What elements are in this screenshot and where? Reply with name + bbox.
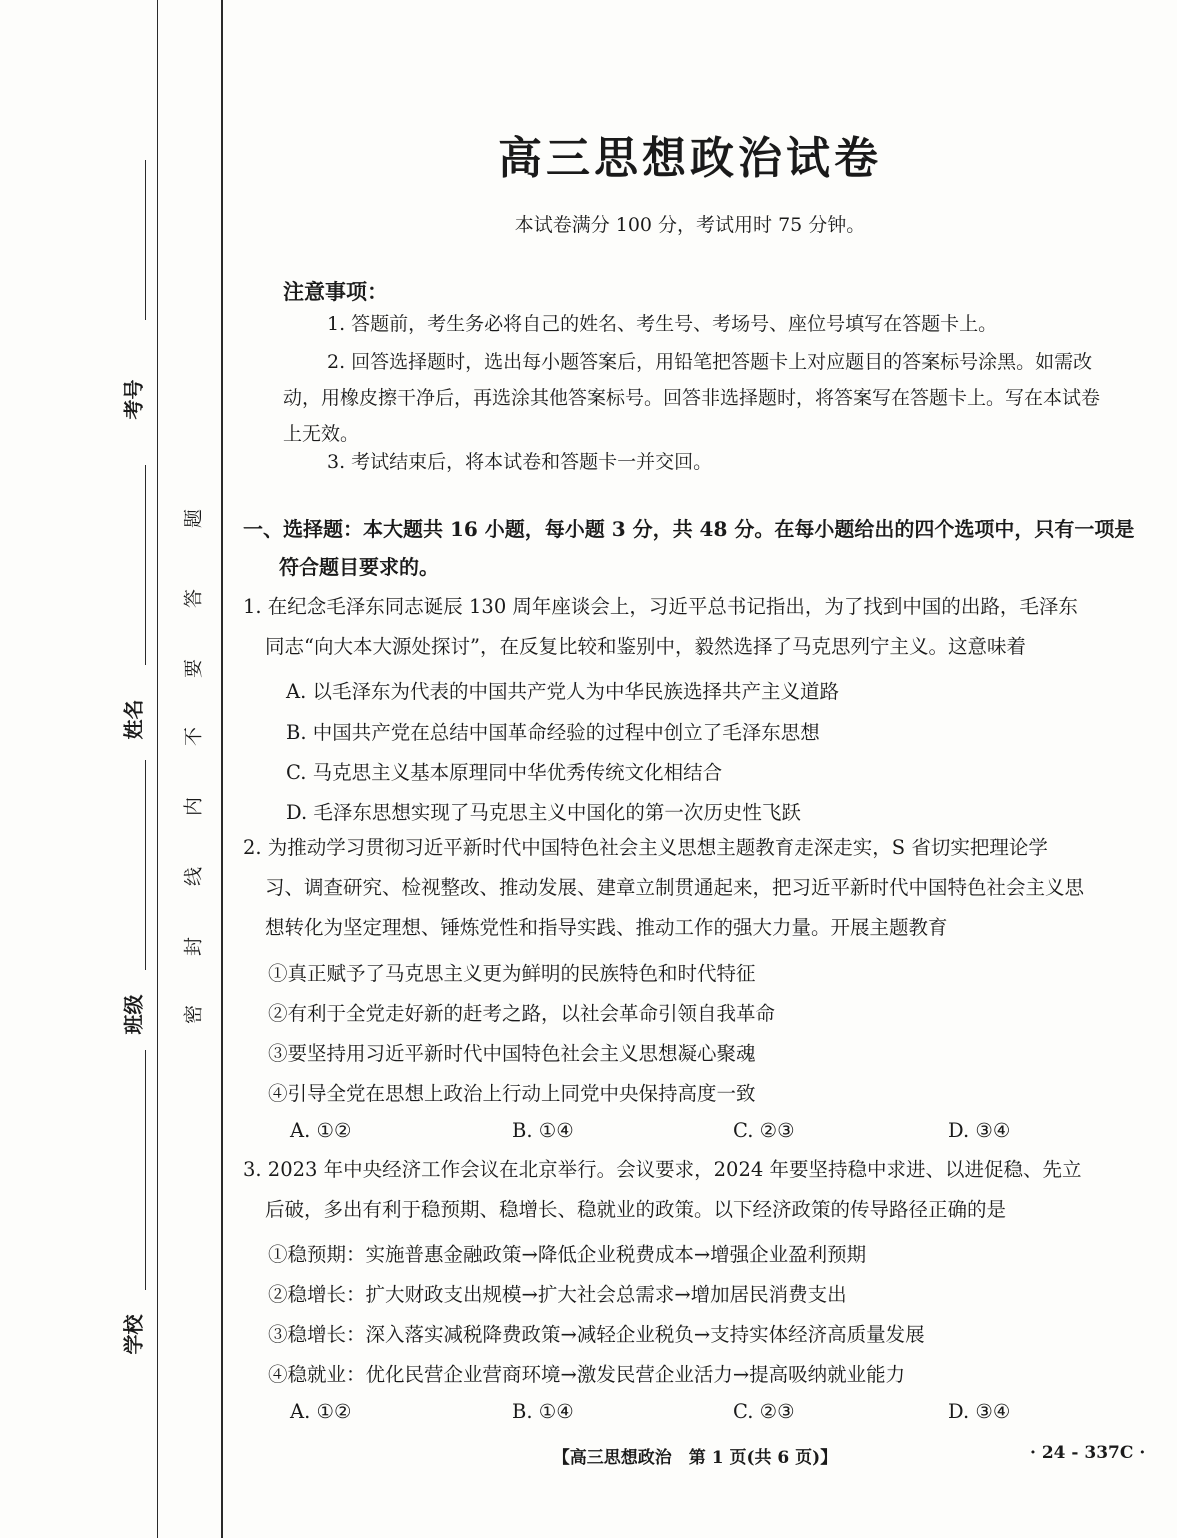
question-2-item: ①真正赋予了马克思主义更为鲜明的民族特色和时代特征 <box>268 962 756 985</box>
question-2-stem <box>243 828 1138 948</box>
question-1-option-d: D. 毛泽东思想实现了马克思主义中国化的第一次历史性飞跃 <box>286 801 801 824</box>
seal-char: 密 <box>182 1005 205 1025</box>
notice-item: 3. 考试结束后，将本试卷和答题卡一并交回。 <box>327 451 713 473</box>
stem-line: 同志“向大本大源处探讨”，在反复比较和鉴别中，毅然选择了马克思列宁主义。这意味着 <box>265 635 1026 658</box>
question-3-answer-b: B. ①④ <box>512 1400 574 1423</box>
name-underline <box>145 465 146 665</box>
question-2-answer-c: C. ②③ <box>733 1119 795 1142</box>
question-2-item: ③要坚持用习近平新时代中国特色社会主义思想凝心聚魂 <box>268 1042 756 1065</box>
school-label: 学校 <box>121 1314 146 1355</box>
section-heading-line: 符合题目要求的。 <box>279 555 439 579</box>
seal-char: 内 <box>182 797 205 817</box>
school-underline <box>145 1050 146 1290</box>
question-2-answer-d: D. ③④ <box>948 1119 1011 1142</box>
question-3-item: ④稳就业：优化民营企业营商环境→激发民营企业活力→提高吸纳就业能力 <box>268 1363 906 1386</box>
margin-line-outer <box>157 0 158 1538</box>
paper-code: · 24 - 337C · <box>1030 1443 1146 1463</box>
section-heading <box>243 510 1143 586</box>
question-3-item: ①稳预期：实施普惠金融政策→降低企业税费成本→增强企业盈利预期 <box>268 1243 867 1266</box>
seal-char: 答 <box>182 589 205 609</box>
question-1-stem <box>243 587 1138 667</box>
notice-item: 1. 答题前，考生务必将自己的姓名、考生号、考场号、座位号填写在答题卡上。 <box>327 313 998 335</box>
seal-char: 题 <box>182 509 205 529</box>
question-3-stem <box>243 1150 1138 1230</box>
stem-line: 2. 为推动学习贯彻习近平新时代中国特色社会主义思想主题教育走深走实，S 省切实把理论学 <box>243 836 1048 859</box>
question-3-item: ③稳增长：深入落实减税降费政策→减轻企业税负→支持实体经济高质量发展 <box>268 1323 925 1346</box>
question-2-answer-a: A. ①② <box>290 1119 352 1142</box>
notice-item: 2. 回答选择题时，选出每小题答案后，用铅笔把答题卡上对应题目的答案标号涂黑。如需改动，用橡皮擦干净后，再选涂其他答案标号。回答非选择题时，将答案写在答题卡上。写在本试卷上无效。 <box>283 351 1101 445</box>
question-1-option-b: B. 中国共产党在总结中国革命经验的过程中创立了毛泽东思想 <box>286 721 820 744</box>
question-2-item: ④引导全党在思想上政治上行动上同党中央保持高度一致 <box>268 1082 756 1105</box>
exam-number-underline <box>145 160 146 320</box>
question-3-item: ②稳增长：扩大财政支出规模→扩大社会总需求→增加居民消费支出 <box>268 1283 847 1306</box>
name-label: 姓名 <box>121 699 146 740</box>
margin-line-inner <box>221 0 223 1538</box>
question-3-answer-d: D. ③④ <box>948 1400 1011 1423</box>
stem-line: 后破，多出有利于稳预期、稳增长、稳就业的政策。以下经济政策的传导路径正确的是 <box>265 1198 1007 1221</box>
seal-char: 不 <box>182 727 205 747</box>
stem-line: 想转化为坚定理想、锤炼党性和指导实践、推动工作的强大力量。开展主题教育 <box>265 916 948 939</box>
question-2-answer-b: B. ①④ <box>512 1119 574 1142</box>
seal-char: 封 <box>182 937 205 957</box>
class-label: 班级 <box>121 994 146 1035</box>
stem-line: 习、调查研究、检视整改、推动发展、建章立制贯通起来，把习近平新时代中国特色社会主义思 <box>265 876 1085 899</box>
question-3-answer-c: C. ②③ <box>733 1400 795 1423</box>
class-underline <box>145 760 146 970</box>
page-footer: 【高三思想政治 第 1 页(共 6 页)】 <box>552 1448 838 1468</box>
question-1-option-c: C. 马克思主义基本原理同中华优秀传统文化相结合 <box>286 761 723 784</box>
exam-info: 本试卷满分 100 分，考试用时 75 分钟。 <box>514 214 866 236</box>
section-heading-line: 一、选择题：本大题共 16 小题，每小题 3 分，共 48 分。在每小题给出的四个选项中，只有一项是 <box>243 517 1135 541</box>
stem-line: 1. 在纪念毛泽东同志诞辰 130 周年座谈会上，习近平总书记指出，为了找到中国的出路，毛泽东 <box>243 595 1078 618</box>
question-3-answer-a: A. ①② <box>290 1400 352 1423</box>
page-title: 高三思想政治试卷 <box>498 133 882 184</box>
stem-line: 3. 2023 年中央经济工作会议在北京举行。会议要求，2024 年要坚持稳中求进、以进促稳、先立 <box>243 1158 1082 1181</box>
question-1-option-a: A. 以毛泽东为代表的中国共产党人为中华民族选择共产主义道路 <box>286 680 839 703</box>
seal-char: 线 <box>182 867 205 887</box>
question-2-item: ②有利于全党走好新的赶考之路，以社会革命引领自我革命 <box>268 1002 776 1025</box>
seal-char: 要 <box>182 659 205 679</box>
notice-heading: 注意事项： <box>283 279 388 304</box>
exam-number-label: 考号 <box>121 379 146 420</box>
